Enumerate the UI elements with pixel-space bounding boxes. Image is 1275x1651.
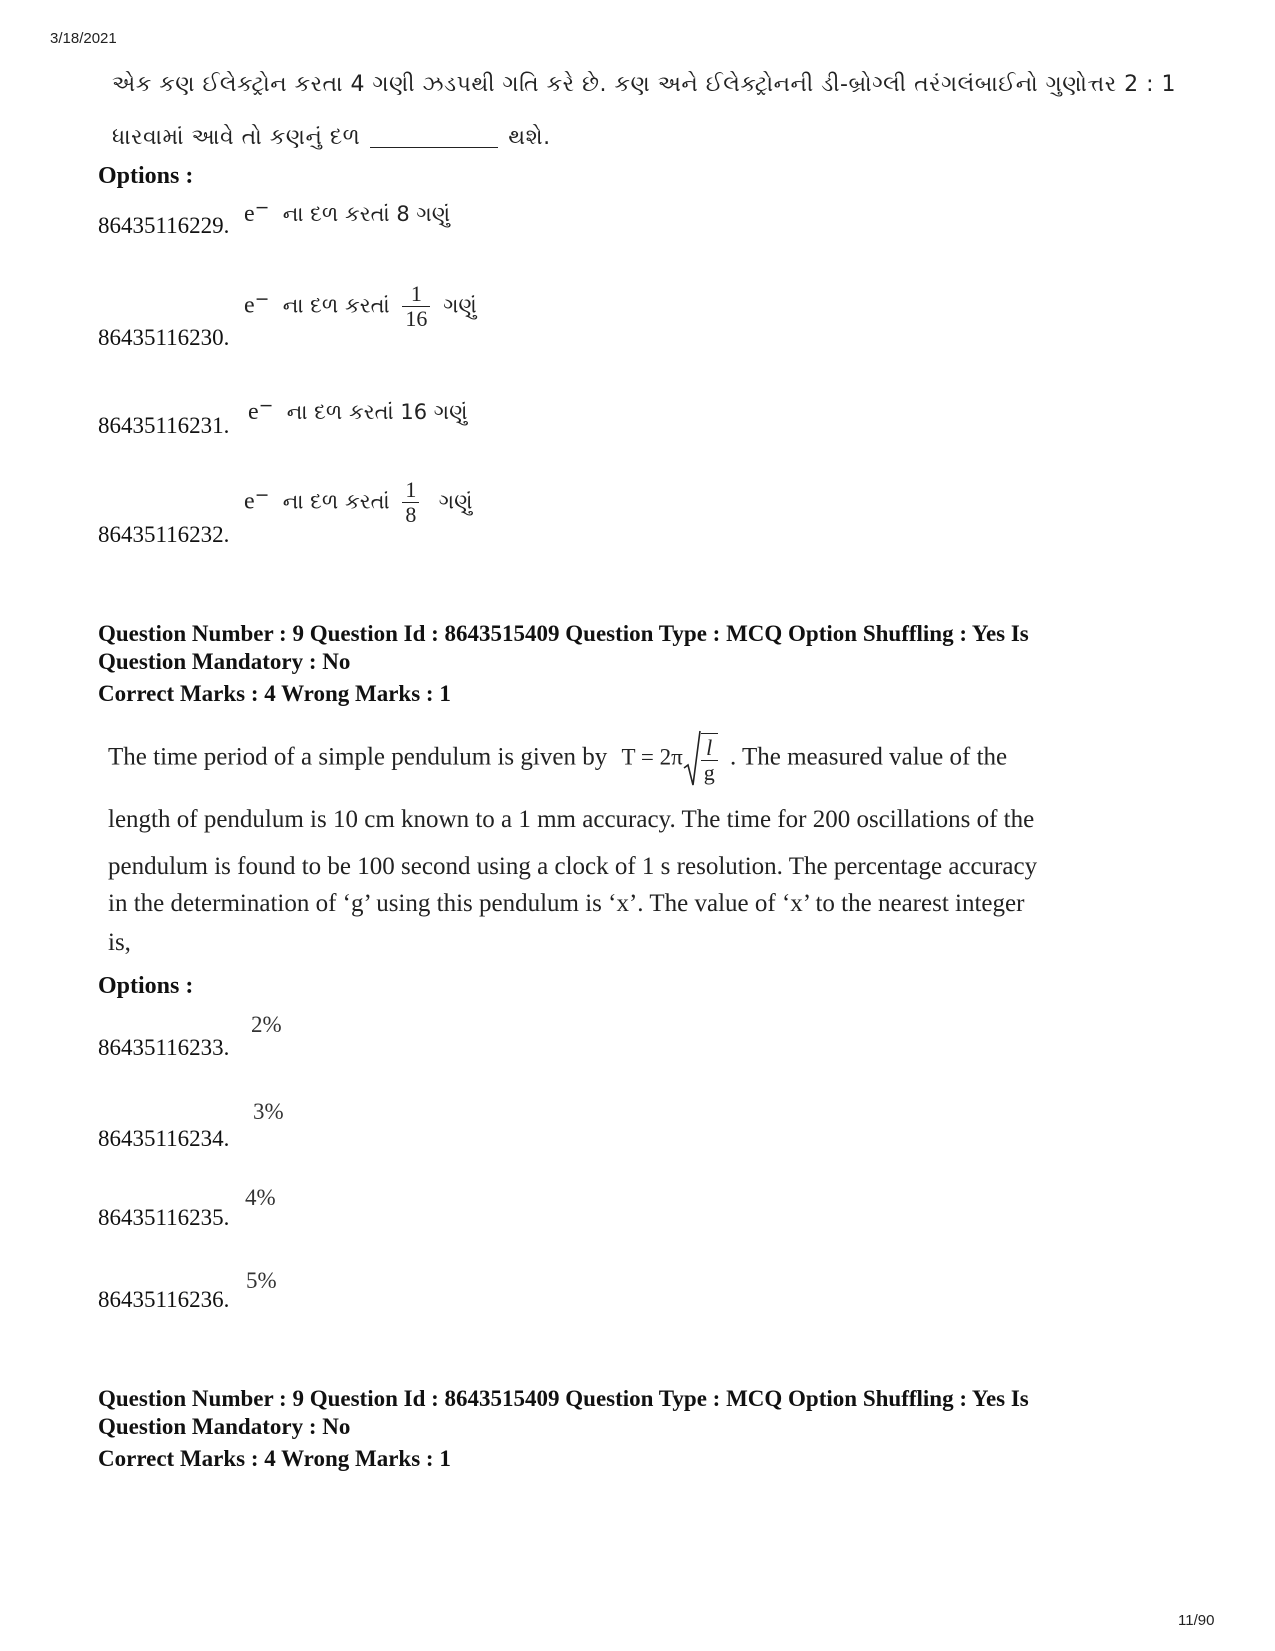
q8-text-line-2-b: થશે.	[508, 125, 551, 150]
q8-text-line-1: એક કણ ઈલેક્ટ્રોન કરતા 4 ગણી ઝડપથી ગતિ કરે છે. કણ અને ઈલેક્ટ્રોનની ડી-બ્રોગ્લી તરંગલંબાઈનો ગુણોત્તર 2 : 1	[112, 72, 1176, 97]
page-number: 11/90	[1178, 1612, 1215, 1629]
q8-option-2-id: 86435116230.	[98, 325, 230, 350]
pendulum-formula: T = 2π $\frac{l}{g}$	[621, 730, 723, 788]
q9-text-line-1: The time period of a simple pendulum is given by T = 2π $\frac{l}{g}$ . The measured value of the	[108, 730, 1007, 788]
q8-option-3-id: 86435116231.	[98, 413, 230, 438]
fraction-1-8: $\frac{1}{8}$	[402, 478, 419, 527]
q9-meta-line-2: Question Mandatory : No	[98, 649, 351, 674]
q9-option-4-id: 86435116236.	[98, 1287, 230, 1312]
q8-option-2-text: e− ના દળ કરતાં $\frac{1}{16}$ ગણું	[244, 281, 477, 332]
q8-text-line-2	[112, 125, 551, 150]
q9-option-1-id: 86435116233.	[98, 1035, 230, 1060]
q8-option-4-text: e− ના દળ કરતાં $\frac{1}{8}$ ગણું	[244, 477, 473, 528]
answer-blank	[370, 147, 498, 148]
q9-options-label: Options :	[98, 973, 194, 999]
q9-text-line-5: is,	[108, 929, 131, 956]
q9-text-line-2: length of pendulum is 10 cm known to a 1 mm accuracy. The time for 200 oscillations of the	[108, 806, 1035, 833]
q9-option-3-value: 4%	[245, 1185, 276, 1210]
fraction-1-16: $\frac{1}{16}$	[402, 282, 430, 331]
q8-option-4-id: 86435116232.	[98, 522, 230, 547]
q9-option-1-value: 2%	[251, 1012, 282, 1037]
q10-meta	[98, 1385, 1029, 1473]
q9-meta-line-3: Correct Marks : 4 Wrong Marks : 1	[98, 681, 451, 706]
q9-option-4-value: 5%	[246, 1268, 277, 1293]
q9-option-3-id: 86435116235.	[98, 1205, 230, 1230]
q10-meta-line-2: Question Mandatory : No	[98, 1414, 351, 1439]
q8-options-label: Options :	[98, 163, 194, 189]
q10-meta-line-1: Question Number : 9 Question Id : 8643515409 Question Type : MCQ Option Shuffling : Yes Is	[98, 1386, 1029, 1411]
q9-text-line-3: pendulum is found to be 100 second using a clock of 1 s resolution. The percentage accuracy	[108, 853, 1038, 880]
q9-option-2-id: 86435116234.	[98, 1126, 230, 1151]
q9-option-2-value: 3%	[253, 1099, 284, 1124]
q8-option-3-text: e− ના દળ કરતાં 16 ગણું	[248, 396, 468, 425]
q9-meta-line-1: Question Number : 9 Question Id : 8643515409 Question Type : MCQ Option Shuffling : Yes Is	[98, 621, 1029, 646]
q8-option-1-text: e− ના દળ કરતાં 8 ગણું	[244, 198, 451, 227]
sqrt-sign-icon	[683, 730, 701, 788]
q9-text-line-4: in the determination of ‘g’ using this pendulum is ‘x’. The value of ‘x’ to the nearest integer	[108, 890, 1025, 917]
print-date: 3/18/2021	[50, 30, 117, 47]
q8-text-line-2-a: ધારવામાં આવે તો કણનું દળ	[112, 125, 361, 150]
q9-meta	[98, 620, 1029, 708]
q8-option-1-id: 86435116229.	[98, 213, 230, 238]
q10-meta-line-3: Correct Marks : 4 Wrong Marks : 1	[98, 1446, 451, 1471]
